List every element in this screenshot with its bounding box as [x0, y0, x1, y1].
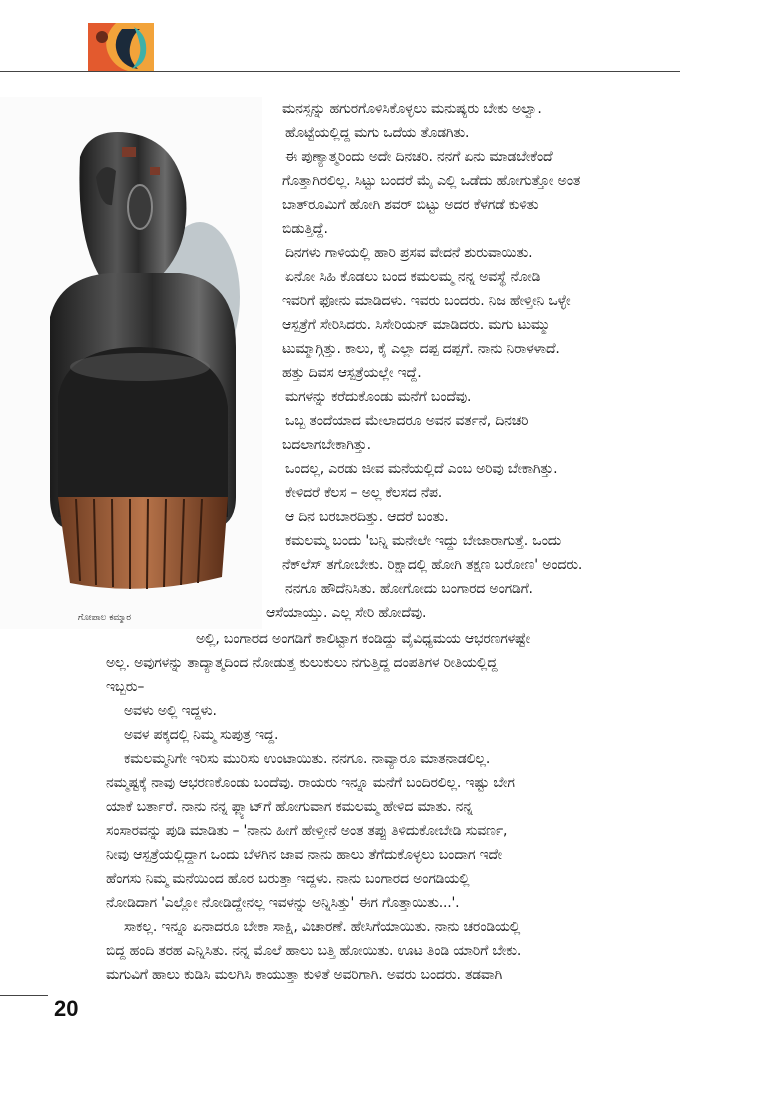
body-line: ದಿನಗಳು ಗಾಳಿಯಲ್ಲಿ ಹಾರಿ ಪ್ರಸವ ವೇದನೆ ಶುರುವಾಯಿತು.: [285, 245, 533, 261]
body-line: ಮಗುವಿಗೆ ಹಾಲು ಕುಡಿಸಿ ಮಲಗಿಸಿ ಕಾಯುತ್ತಾ ಕುಳಿತೆ ಅವರಿಗಾಗಿ. ಅವರು ಬಂದರು. ತಡವಾಗಿ: [106, 967, 503, 983]
body-line: ಕಮಲಮ್ಮನಿಗೇ ಇರಿಸು ಮುರಿಸು ಉಂಟಾಯಿತು. ನನಗೂ. ನಾವ್ಯಾರೂ ಮಾತನಾಡಲಿಲ್ಲ.: [124, 751, 491, 767]
body-line: ಒಂದಲ್ಲ, ಎರಡು ಜೀವ ಮನೆಯಲ್ಲಿದೆ ಎಂಬ ಅರಿವು ಬೇಕಾಗಿತ್ತು.: [285, 461, 558, 477]
body-line: ನೆಕ್‌ಲೆಸ್ ತಗೋಬೇಕು. ರಿಕ್ಷಾದಲ್ಲಿ ಹೋಗಿ ತಕ್ಷಣ ಬರೋಣ' ಅಂದರು.: [282, 557, 583, 573]
body-line: ಬದಲಾಗಬೇಕಾಗಿತ್ತು.: [282, 437, 371, 453]
body-line: ಬಿದ್ದ ಹಂದಿ ತರಹ ಎನ್ನಿಸಿತು. ನನ್ನ ಮೊಲೆ ಹಾಲು ಬತ್ತಿ ಹೋಯಿತು. ಊಟ ತಿಂಡಿ ಯಾರಿಗೆ ಬೇಕು.: [106, 943, 522, 959]
body-line: ಸಾಕಲ್ಲ. ಇನ್ನೂ ಏನಾದರೂ ಬೇಕಾ ಸಾಕ್ಷಿ, ವಿಚಾರಣೆ. ಹೇಸಿಗೆಯಾಯಿತು. ನಾನು ಚರಂಡಿಯಲ್ಲಿ: [124, 919, 521, 935]
body-line: ಹತ್ತು ದಿವಸ ಆಸ್ಪತ್ರೆಯಲ್ಲೇ ಇದ್ದೆ.: [282, 365, 422, 381]
magazine-logo-icon: [88, 23, 154, 71]
body-line: ಇಬ್ಬರು–: [106, 679, 145, 695]
body-line: ನೀವು ಆಸ್ಪತ್ರೆಯಲ್ಲಿದ್ದಾಗ ಒಂದು ಬೆಳಗಿನ ಜಾವ ನಾನು ಹಾಲು ತೆಗೆದುಕೊಳ್ಳಲು ಬಂದಾಗ ಇದೇ: [106, 847, 502, 863]
body-line: ಏನೋ ಸಿಹಿ ಕೊಡಲು ಬಂದ ಕಮಲಮ್ಮ ನನ್ನ ಅವಸ್ಥೆ ನೋಡಿ: [285, 269, 541, 285]
body-line: ಗೊತ್ತಾಗಿರಲಿಲ್ಲ. ಸಿಟ್ಟು ಬಂದರೆ ಮೈ ಎಲ್ಲಿ ಒಡೆದು ಹೋಗುತ್ತೋ ಅಂತ: [282, 173, 581, 189]
body-line: ಇವರಿಗೆ ಫೋನು ಮಾಡಿದಳು. ಇವರು ಬಂದರು. ನಿಜ ಹೇಳ್ತೀನಿ ಒಳ್ಳೇ: [282, 293, 571, 309]
body-line: ಹೊಟ್ಟೆಯಲ್ಲಿದ್ದ ಮಗು ಒದೆಯ ತೊಡಗಿತು.: [285, 125, 470, 141]
body-line: ಈ ಪುಣ್ಯಾತ್ಮರಿಂದು ಅದೇ ದಿನಚರಿ. ನನಗೆ ಏನು ಮಾಡಬೇಕೆಂದೆ: [285, 149, 553, 165]
body-line: ಅಲ್ಲಿ, ಬಂಗಾರದ ಅಂಗಡಿಗೆ ಕಾಲಿಟ್ಟಾಗ ಕಂಡಿದ್ದು ವೈವಿಧ್ಯಮಯ ಆಭರಣಗಳಷ್ಟೇ: [196, 631, 530, 647]
body-line: ಆಸೆಯಾಯ್ತು. ಎಲ್ಲ ಸೇರಿ ಹೋದೆವು.: [266, 605, 427, 621]
photo-caption: ಗೋಪಾಲ ಕಮ್ಮಾರ: [78, 613, 131, 623]
body-line: ಹೆಂಗಸು ನಿಮ್ಮ ಮನೆಯಿಂದ ಹೊರ ಬರುತ್ತಾ ಇದ್ದಳು. ನಾನು ಬಂಗಾರದ ಅಂಗಡಿಯಲ್ಲಿ: [106, 871, 470, 887]
body-line: ಕಮಲಮ್ಮ ಬಂದು 'ಬನ್ನಿ ಮನೇಲೇ ಇದ್ದು ಬೇಜಾರಾಗುತ್ತೆ. ಒಂದು: [285, 533, 562, 549]
header-rule: [0, 71, 680, 72]
body-line: ಒಬ್ಬ ತಂದೆಯಾದ ಮೇಲಾದರೂ ಅವನ ವರ್ತನೆ, ದಿನಚರಿ: [285, 413, 529, 429]
body-line: ಮನಸ್ಸನ್ನು ಹಗುರಗೊಳಿಸಿಕೊಳ್ಳಲು ಮನುಷ್ಯರು ಬೇಕು ಅಲ್ವಾ.: [282, 101, 542, 117]
body-line: ನಮ್ಮಷ್ಟಕ್ಕೆ ನಾವು ಆಭರಣಕೊಂಡು ಬಂದೆವು. ರಾಯರು ಇನ್ನೂ ಮನೆಗೆ ಬಂದಿರಲಿಲ್ಲ. ಇಷ್ಟು ಬೇಗ: [106, 775, 515, 791]
body-line: ಸಂಸಾರವನ್ನು ಪುಡಿ ಮಾಡಿತು – 'ನಾನು ಹೀಗೆ ಹೇಳ್ತೀನೆ ಅಂತ ತಪ್ಪು ತಿಳಿದುಕೋಬೇಡಿ ಸುವರ್ಣ,: [106, 823, 508, 839]
body-line: ನೋಡಿದಾಗ 'ಎಲ್ಲೋ ನೋಡಿದ್ದೇನಲ್ಲ ಇವಳನ್ನು ಅನ್ನಿಸಿತ್ತು' ಈಗ ಗೊತ್ತಾಯಿತು...'.: [106, 895, 460, 911]
body-line: ಬಾತ್‌ರೂಮಿಗೆ ಹೋಗಿ ಶವರ್ ಬಿಟ್ಟು ಅದರ ಕೆಳಗಡೆ ಕುಳಿತು: [282, 197, 539, 213]
page-number: 20: [54, 996, 79, 1021]
body-line: ಆ ದಿನ ಬರಬಾರದಿತ್ತು. ಆದರೆ ಬಂತು.: [285, 509, 449, 525]
body-line: ಯಾಕೆ ಬರ್ತಾರೆ. ನಾನು ನನ್ನ ಫ್ಲ್ಯಾಟ್‌ಗೆ ಹೋಗುವಾಗ ಕಮಲಮ್ಮ ಹೇಳಿದ ಮಾತು. ನನ್ನ: [106, 799, 473, 815]
body-line: ಮಗಳನ್ನು ಕರೆದುಕೊಂಡು ಮನೆಗೆ ಬಂದೆವು.: [285, 389, 472, 405]
body-line: ಅವಳು ಅಲ್ಲಿ ಇದ್ದಳು.: [124, 703, 217, 719]
body-line: ನನಗೂ ಹೌದೆನಿಸಿತು. ಹೋಗೋದು ಬಂಗಾರದ ಅಂಗಡಿಗೆ.: [285, 581, 533, 597]
body-line: ಅವಳ ಪಕ್ಕದಲ್ಲಿ ನಿಮ್ಮ ಸುಪುತ್ರ ಇದ್ದ.: [124, 727, 279, 743]
body-line: ಅಲ್ಲ. ಅವುಗಳನ್ನು ತಾದ್ಯಾತ್ಮದಿಂದ ನೋಡುತ್ತ ಕುಲುಕುಲು ನಗುತ್ತಿದ್ದ ದಂಪತಿಗಳ ರೀತಿಯಲ್ಲಿದ್ದ: [106, 655, 498, 671]
body-line: ಬಿಡುತ್ತಿದ್ದೆ.: [282, 221, 328, 237]
body-line: ಆಸ್ಪತ್ರೆಗೆ ಸೇರಿಸಿದರು. ಸಿಸೇರಿಯನ್ ಮಾಡಿದರು. ಮಗು ಟುಮ್ಮು: [282, 317, 551, 333]
body-line: ಟುಮ್ಮಾಗ್ಗಿತ್ತು. ಕಾಲು, ಕೈ ಎಲ್ಲಾ ದಪ್ಪ ದಪ್ಪಗೆ. ನಾನು ನಿರಾಳಳಾದೆ.: [282, 341, 560, 357]
footer-rule: [0, 995, 48, 996]
sculpture-photo: [0, 97, 262, 629]
body-line: ಕೇಳಿದರೆ ಕೆಲಸ – ಅಲ್ಲ ಕೆಲಸದ ನೆಪ.: [285, 485, 442, 501]
